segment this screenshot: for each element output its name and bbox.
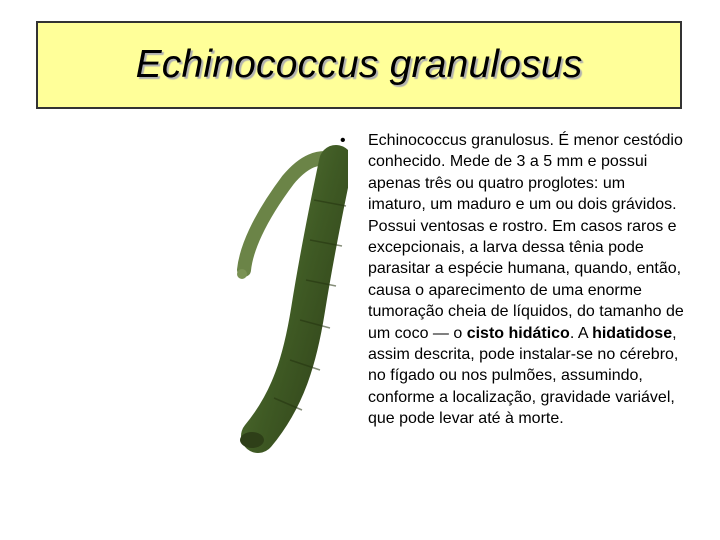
bullet-content (340, 130, 685, 430)
bullet-paragraph (368, 130, 685, 430)
term-hidatidose: hidatidose (592, 324, 673, 342)
term-cisto-hidatico: cisto hidático (466, 324, 570, 342)
body-text-1: Echinococcus granulosus. É menor cestódio conhecido. Mede de 3 a 5 mm e possui apenas três ou quatro proglotes: um imaturo, um maduro e um ou dois grávidos. Possui ventosas e rostro. Em casos raros e excepcionais, a larva dessa tênia pode parasitar a espécie humana, quando, então, causa o aparecimento de uma enorme tumoração cheia de líquidos, do tamanho de um coco — o (368, 132, 684, 342)
bullet-symbol: • (340, 132, 346, 149)
body-text-2: . A (569, 324, 593, 342)
slide-title: Echinococcus granulosus (135, 43, 583, 86)
worm-head-tip (237, 269, 247, 279)
title-box (36, 21, 682, 109)
tapeworm-illustration (228, 140, 348, 460)
worm-tail (240, 432, 264, 448)
body-text-3: , assim descrita, pode instalar-se no cérebro, no fígado ou nos pulmões, assumindo, conforme a localização, gravidade variável, que pode levar até à morte. (368, 324, 679, 428)
